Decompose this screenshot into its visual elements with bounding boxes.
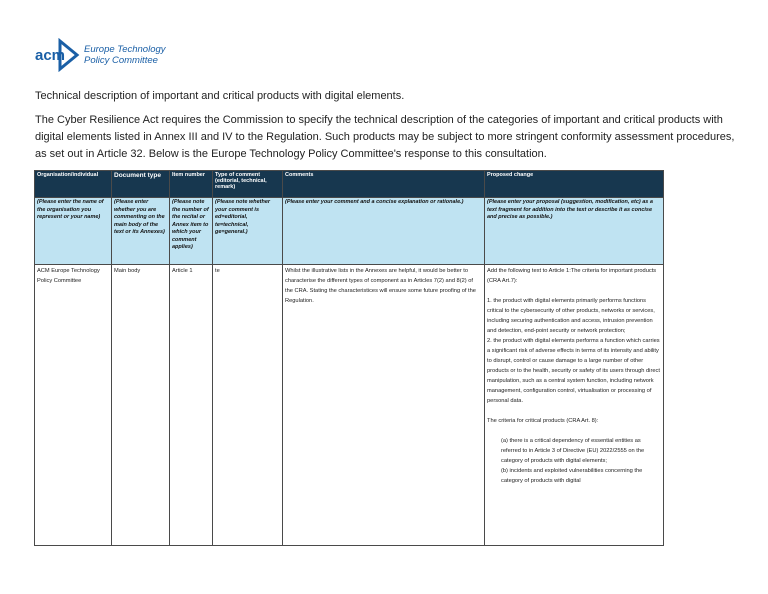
logo-line-2: Policy Committee: [84, 55, 158, 66]
instruction-comment-type: (Please note whether your comment is ed=editorial, te=technical, ge=general.): [213, 198, 283, 265]
comment-table: [34, 170, 664, 546]
instruction-document-type: (Please enter whether you are commenting on the main body of the text or its Annexes): [112, 198, 170, 265]
acm-logo-icon: [34, 38, 80, 72]
instruction-organisation: (Please enter the name of the organisation you represent or your name): [35, 198, 112, 265]
cell-comments: Whilst the illustrative lists in the Annexes are helpful, it would be better to characterise the different types of component as in Articles 7(2) and 8(2) of the CRA. Stating the characteristices will ensure some future proofing of the Regulation.: [283, 265, 485, 546]
header-comments: Comments: [283, 171, 485, 198]
logo-line-1: Europe Technology: [84, 44, 166, 55]
cell-organisation: ACM Europe Technology Policy Committee: [35, 265, 112, 546]
logo-text: [84, 44, 166, 66]
cell-document-type: Main body: [112, 265, 170, 546]
logo-mark-text: acm: [35, 47, 66, 64]
header-comment-type: Type of comment (editorial, technical, remark): [213, 171, 283, 198]
logo: [34, 38, 166, 72]
change-paragraph: 2. the product with digital elements performs a function which carries a significant risk of adverse effects in terms of its intensity and ability to disrupt, control or cause damage to a large number of other products or to the health, security or safety of its users through direct manipulation, such as a central system function, including network management, configuration control, virtualisation or processing of personal data.: [487, 338, 660, 404]
header-item-number: Item number: [170, 171, 213, 198]
table-instruction-row: [35, 198, 664, 265]
document-title: Technical description of important and critical products with digital elements.: [35, 90, 405, 102]
cell-item-number: Article 1: [170, 265, 213, 546]
instruction-proposed-change: (Please enter your proposal (suggestion, modification, etc) as a text fragment for addition into the text or describe it as concise and precise as possible.): [485, 198, 664, 265]
instruction-comments: (Please enter your comment and a concise explanation or rationale.): [283, 198, 485, 265]
change-paragraph: The criteria for critical products (CRA Art. 8):: [487, 418, 599, 424]
instruction-item-number: (Please note the number of the recital or Annex item to which your comment applies): [170, 198, 213, 265]
change-paragraph: (b) incidents and exploited vulnerabilities concerning the category of products with digital: [501, 468, 643, 484]
header-proposed-change: Proposed change: [485, 171, 664, 198]
cell-comment-type: te: [213, 265, 283, 546]
header-organisation: Organisation/individual: [35, 171, 112, 198]
cell-proposed-change: [485, 265, 664, 546]
table-header-row: [35, 171, 664, 198]
change-paragraph: 1. the product with digital elements primarily performs functions critical to the cybersecurity of other products, networks or services, including securing authentication and access, intrusion prevention and detection, end-point security or network protection;: [487, 298, 655, 334]
header-document-type: Document type: [112, 171, 170, 198]
change-paragraph: (a) there is a critical dependency of essential entities as referred to in Article 3 of Directive (EU) 2022/2555 on the category of products with digital elements;: [501, 438, 645, 464]
table-row: [35, 265, 664, 546]
intro-paragraph: The Cyber Resilience Act requires the Commission to specify the technical description of the categories of important and critical products with digital elements listed in Annex III and IV to the Regulation. Such products may be subject to more stringent conformity assessment procedures, as set out in Article 32. Below is the Europe Technology Policy Committee's response to this consultation.: [35, 114, 735, 160]
change-paragraph: Add the following text to Article 1:The criteria for important products (CRA Art.7):: [487, 268, 657, 284]
